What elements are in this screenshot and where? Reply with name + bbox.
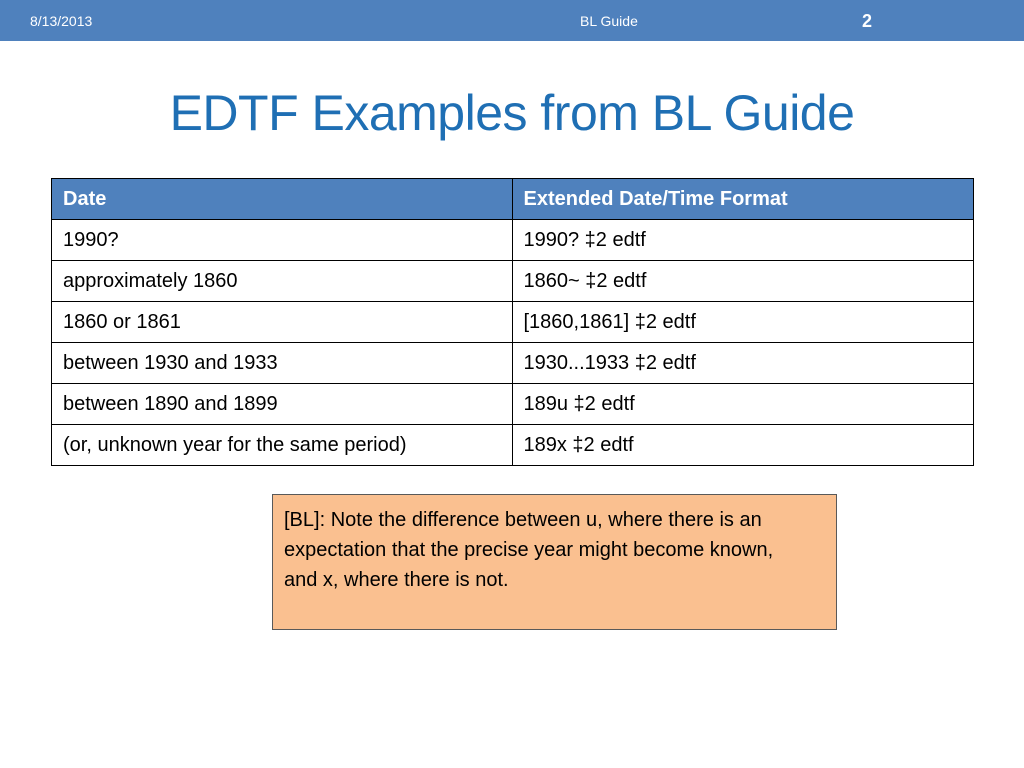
date-cell: (or, unknown year for the same period) — [52, 425, 513, 466]
table-header-row — [52, 179, 974, 220]
date-cell: between 1930 and 1933 — [52, 343, 513, 384]
footer-title: BL Guide — [580, 13, 638, 29]
slide-title: EDTF Examples from BL Guide — [169, 85, 855, 141]
bl-note-callout: [BL]: Note the difference between u, where there is an expectation that the precise year might become known, and x, where there is not. — [272, 494, 837, 630]
table-row — [52, 384, 974, 425]
header-bar — [0, 0, 1024, 41]
table-row — [52, 343, 974, 384]
date-cell: approximately 1860 — [52, 261, 513, 302]
slide-number: 2 — [862, 11, 873, 31]
slide-date: 8/13/2013 — [30, 13, 93, 29]
table-row — [52, 261, 974, 302]
edtf-cell: 1990? ‡2 edtf — [512, 220, 974, 261]
table-row — [52, 220, 974, 261]
table-row — [52, 425, 974, 466]
column-header-edtf: Extended Date/Time Format — [512, 179, 974, 220]
date-cell: 1990? — [52, 220, 513, 261]
date-cell: 1860 or 1861 — [52, 302, 513, 343]
date-cell: between 1890 and 1899 — [52, 384, 513, 425]
edtf-cell: 189x ‡2 edtf — [512, 425, 974, 466]
edtf-cell: 1930...1933 ‡2 edtf — [512, 343, 974, 384]
table-row — [52, 302, 974, 343]
edtf-cell: [1860,1861] ‡2 edtf — [512, 302, 974, 343]
edtf-cell: 1860~ ‡2 edtf — [512, 261, 974, 302]
edtf-cell: 189u ‡2 edtf — [512, 384, 974, 425]
column-header-date: Date — [52, 179, 513, 220]
edtf-examples-table — [51, 178, 974, 466]
